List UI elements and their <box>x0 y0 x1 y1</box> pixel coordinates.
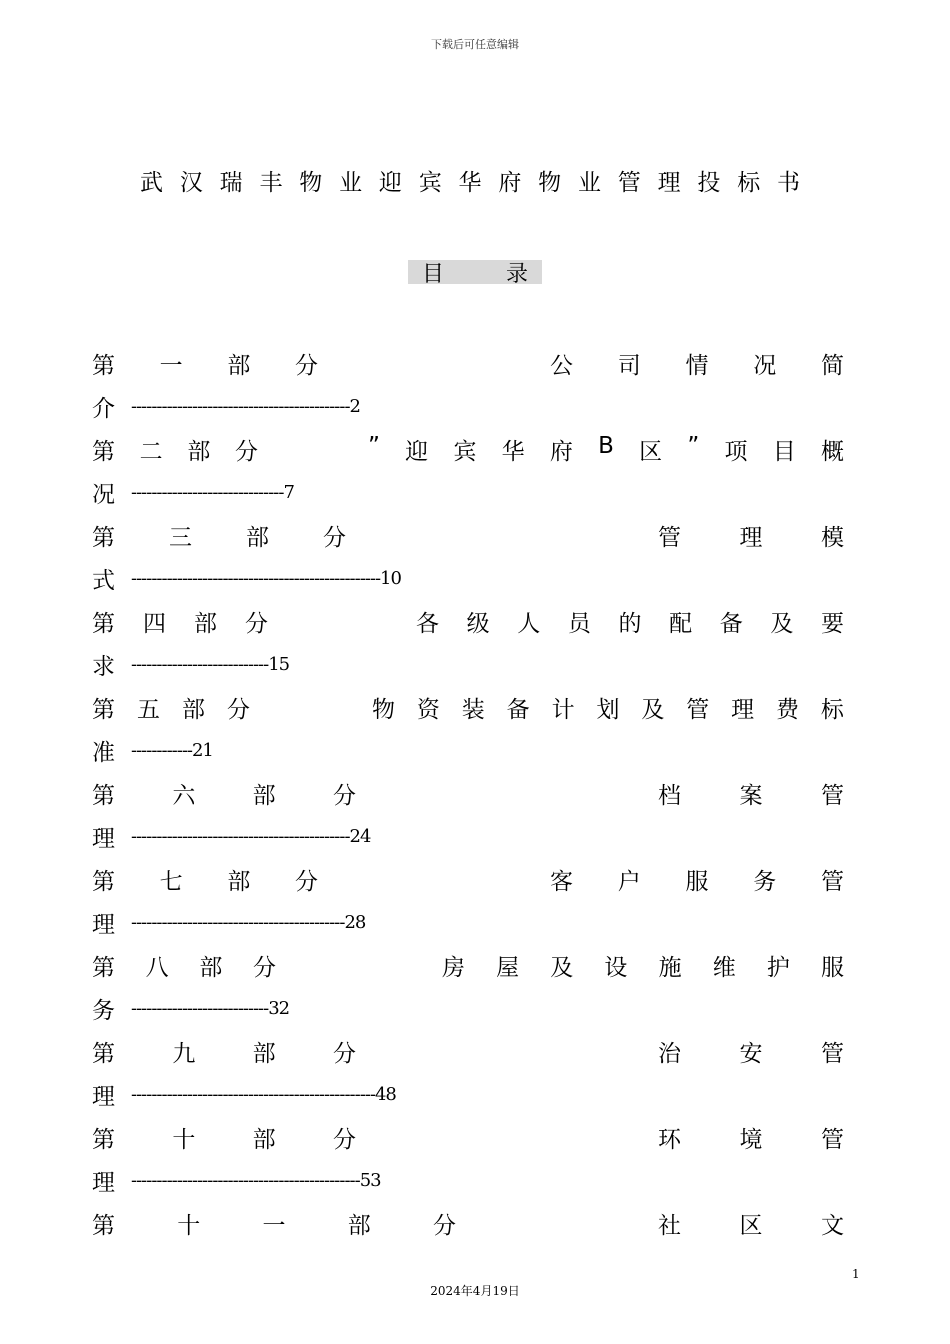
toc-leader-page: ------------------------------------------28 <box>131 912 366 933</box>
toc-part-label: 第 一 部 分 <box>92 353 318 379</box>
toc-leader-page: ---------------------------15 <box>131 654 290 675</box>
title-char: 业 <box>339 170 363 196</box>
toc-entry-heading-line <box>92 342 844 385</box>
title-char: 物 <box>538 170 562 196</box>
toc-topic-tail: 理 <box>92 912 115 938</box>
title-char: 管 <box>617 170 641 196</box>
toc-part-label: 第 六 部 分 <box>92 783 356 809</box>
toc-topic-tail: 准 <box>92 740 115 766</box>
toc-entry[interactable] <box>92 514 844 600</box>
toc-leader-page: ------------------------------------------------48 <box>131 1084 396 1105</box>
toc-entry[interactable] <box>92 1202 844 1245</box>
toc-leader-page: ------------------------------7 <box>131 482 294 503</box>
title-char: 汉 <box>179 170 203 196</box>
toc-entry-leader-line <box>92 901 844 944</box>
page-number: 1 <box>852 1267 860 1281</box>
toc-entry-heading-line <box>92 1030 844 1073</box>
toc-part-label: 第 四 部 分 <box>92 611 268 637</box>
toc-part-label: 第 九 部 分 <box>92 1041 356 1067</box>
toc-part-label: 第 十 一 部 分 <box>92 1213 456 1239</box>
toc-entry-leader-line <box>92 471 844 514</box>
toc-topic-tail: 务 <box>92 998 115 1024</box>
toc-entry[interactable] <box>92 858 844 944</box>
toc-topic-tail: 理 <box>92 1170 115 1196</box>
document-title <box>140 164 800 197</box>
toc-part-label: 第 十 部 分 <box>92 1127 356 1153</box>
toc-entry-heading-line <box>92 1202 844 1245</box>
title-char: 华 <box>458 170 482 196</box>
toc-entry-heading-line <box>92 686 844 729</box>
toc-topic-label: 环 境 管 <box>658 1127 844 1153</box>
toc-heading <box>408 260 542 287</box>
toc-topic-label: 档 案 管 <box>658 783 844 809</box>
toc-leader-page: ---------------------------------------------53 <box>131 1170 381 1191</box>
title-char: 宾 <box>418 170 442 196</box>
toc-topic-label: 物 资 装 备 计 划 及 管 理 费 标 <box>372 697 844 723</box>
toc-topic-tail: 理 <box>92 1084 115 1110</box>
title-char: 迎 <box>378 170 402 196</box>
table-of-contents <box>92 342 844 1245</box>
toc-topic-tail: 理 <box>92 826 115 852</box>
header-note: 下载后可任意编辑 <box>431 38 519 51</box>
title-char: 物 <box>299 170 323 196</box>
toc-topic-label: 房 屋 及 设 施 维 护 服 <box>442 955 844 981</box>
title-char: 府 <box>498 170 522 196</box>
toc-entry-leader-line <box>92 385 844 428</box>
toc-entry-heading-line <box>92 1116 844 1159</box>
toc-topic-label: 社 区 文 <box>658 1213 844 1239</box>
toc-topic-tail: 求 <box>92 654 115 680</box>
toc-part-label: 第 八 部 分 <box>92 955 276 981</box>
title-char: 武 <box>140 170 163 196</box>
toc-entry-heading-line <box>92 428 844 471</box>
toc-entry-heading-line <box>92 944 844 987</box>
toc-part-label: 第 五 部 分 <box>92 697 250 723</box>
toc-entry-leader-line <box>92 1073 844 1116</box>
toc-entry-leader-line <box>92 815 844 858</box>
footer-date: 2024年4月19日 <box>430 1284 520 1298</box>
title-char: 理 <box>657 170 681 196</box>
toc-entry[interactable] <box>92 1030 844 1116</box>
toc-topic-label: 客 户 服 务 管 <box>550 869 844 895</box>
toc-part-label: 第 二 部 分 <box>92 439 258 465</box>
toc-topic-label: 治 安 管 <box>658 1041 844 1067</box>
toc-topic-label: 管 理 模 <box>658 525 844 551</box>
toc-part-label: 第 七 部 分 <box>92 869 318 895</box>
toc-entry[interactable] <box>92 600 844 686</box>
title-char: 业 <box>577 170 601 196</box>
toc-topic-tail: 式 <box>92 568 115 594</box>
toc-leader-page: ---------------------------32 <box>131 998 290 1019</box>
toc-entry[interactable] <box>92 428 844 514</box>
toc-entry-leader-line <box>92 1159 844 1202</box>
toc-topic-label: 公 司 情 况 简 <box>550 353 844 379</box>
toc-topic-label: 各 级 人 员 的 配 备 及 要 <box>416 611 844 637</box>
toc-part-label: 第 三 部 分 <box>92 525 346 551</box>
toc-entry-heading-line <box>92 772 844 815</box>
toc-leader-page: ------------21 <box>131 740 213 761</box>
toc-entry[interactable] <box>92 944 844 1030</box>
toc-leader-page: -------------------------------------------24 <box>131 826 371 847</box>
title-char: 标 <box>737 170 761 196</box>
toc-leader-page: -------------------------------------------------10 <box>131 568 401 589</box>
title-char: 书 <box>777 170 800 196</box>
toc-entry-leader-line <box>92 987 844 1030</box>
toc-leader-page: -------------------------------------------2 <box>131 396 360 417</box>
toc-heading-char-2: 录 <box>505 261 528 287</box>
title-char: 瑞 <box>219 170 243 196</box>
toc-heading-char-1: 目 <box>422 261 445 287</box>
toc-entry[interactable] <box>92 1116 844 1202</box>
title-char: 丰 <box>259 170 283 196</box>
toc-topic-tail: 介 <box>92 396 115 422</box>
toc-entry[interactable] <box>92 342 844 428</box>
toc-entry-heading-line <box>92 858 844 901</box>
title-char: 投 <box>697 170 721 196</box>
toc-entry-heading-line <box>92 514 844 557</box>
toc-topic-tail: 况 <box>92 482 115 508</box>
toc-topic-label: ” 迎 宾 华 府 B 区 ” 项 目 概 <box>368 433 844 465</box>
toc-entry[interactable] <box>92 686 844 772</box>
toc-entry-leader-line <box>92 729 844 772</box>
toc-entry[interactable] <box>92 772 844 858</box>
toc-entry-leader-line <box>92 643 844 686</box>
toc-entry-heading-line <box>92 600 844 643</box>
toc-entry-leader-line <box>92 557 844 600</box>
